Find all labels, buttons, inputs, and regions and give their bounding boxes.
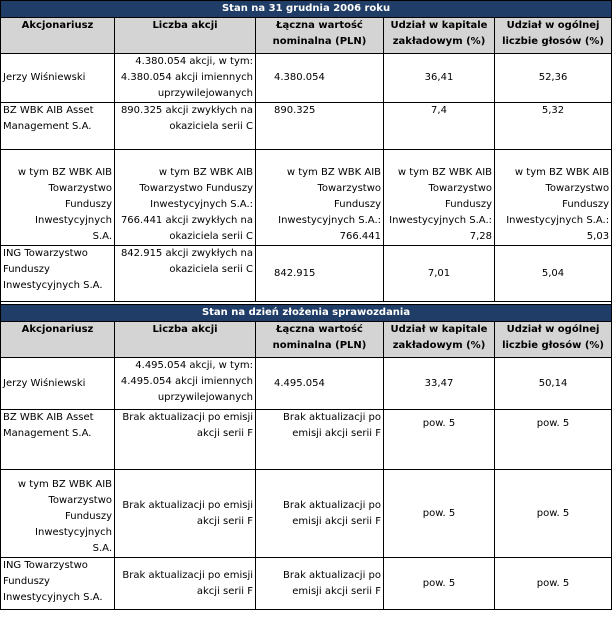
shares-cell: Brak aktualizacji po emisji akcji serii F <box>115 410 256 470</box>
capital-cell: pow. 5 <box>384 410 495 470</box>
shares-cell: 4.380.054 akcji, w tym: 4.380.054 akcji imiennych uprzywilejowanych <box>115 54 256 103</box>
nominal-cell: 4.495.054 <box>256 358 384 410</box>
section-1-title: Stan na 31 grudnia 2006 roku <box>1 1 612 18</box>
table-row <box>1 358 612 410</box>
col-header-shares: Liczba akcji <box>115 18 256 54</box>
col-header-nominal: Łączna wartość nominalna (PLN) <box>256 18 384 54</box>
capital-cell: 36,41 <box>384 54 495 103</box>
col-header-holder: Akcjonariusz <box>1 322 115 358</box>
holder-cell: BZ WBK AIB Asset Management S.A. <box>1 410 115 470</box>
shares-cell: Brak aktualizacji po emisji akcji serii F <box>115 470 256 558</box>
shares-cell: 890.325 akcji zwykłych na okaziciela serii C <box>115 103 256 150</box>
table-row <box>1 54 612 103</box>
nominal-cell: w tym BZ WBK AIB Towarzystwo Funduszy Inwestycyjnych S.A.: 766.441 <box>256 150 384 246</box>
shares-cell: w tym BZ WBK AIB Towarzystwo Funduszy Inwestycyjnych S.A.: 766.441 akcji zwykłych na okaziciela serii C <box>115 150 256 246</box>
votes-cell: w tym BZ WBK AIB Towarzystwo Funduszy Inwestycyjnych S.A.: 5,03 <box>495 150 612 246</box>
votes-cell: pow. 5 <box>495 558 612 610</box>
capital-cell: w tym BZ WBK AIB Towarzystwo Funduszy Inwestycyjnych S.A.: 7,28 <box>384 150 495 246</box>
table-row <box>1 246 612 302</box>
section-1-header-row <box>1 18 612 54</box>
nominal-cell: 890.325 <box>256 103 384 150</box>
col-header-shares: Liczba akcji <box>115 322 256 358</box>
shares-cell: 842.915 akcji zwykłych na okaziciela serii C <box>115 246 256 302</box>
capital-cell: 7,01 <box>384 246 495 302</box>
holder-cell: ING Towarzystwo Funduszy Inwestycyjnych S.A. <box>1 558 115 610</box>
table-row <box>1 103 612 150</box>
col-header-votes: Udział w ogólnej liczbie głosów (%) <box>495 18 612 54</box>
col-header-capital: Udział w kapitale zakładowym (%) <box>384 322 495 358</box>
table-row <box>1 410 612 470</box>
capital-cell: pow. 5 <box>384 470 495 558</box>
nominal-cell: 842.915 <box>256 246 384 302</box>
col-header-nominal: Łączna wartość nominalna (PLN) <box>256 322 384 358</box>
capital-cell: pow. 5 <box>384 558 495 610</box>
votes-cell: 52,36 <box>495 54 612 103</box>
votes-cell: 5,32 <box>495 103 612 150</box>
shares-cell: Brak aktualizacji po emisji akcji serii F <box>115 558 256 610</box>
section-1-banner <box>1 1 612 18</box>
capital-cell: 7,4 <box>384 103 495 150</box>
table-row <box>1 558 612 610</box>
holder-cell: Jerzy Wiśniewski <box>1 358 115 410</box>
nominal-cell: Brak aktualizacji po emisji akcji serii F <box>256 410 384 470</box>
table-row <box>1 150 612 246</box>
col-header-votes: Udział w ogólnej liczbie głosów (%) <box>495 322 612 358</box>
col-header-holder: Akcjonariusz <box>1 18 115 54</box>
holder-cell: Jerzy Wiśniewski <box>1 54 115 103</box>
votes-cell: 5,04 <box>495 246 612 302</box>
nominal-cell: 4.380.054 <box>256 54 384 103</box>
section-2-header-row <box>1 322 612 358</box>
holder-cell: BZ WBK AIB Asset Management S.A. <box>1 103 115 150</box>
nominal-cell: Brak aktualizacji po emisji akcji serii F <box>256 470 384 558</box>
holder-cell: ING Towarzystwo Funduszy Inwestycyjnych S.A. <box>1 246 115 302</box>
votes-cell: 50,14 <box>495 358 612 410</box>
capital-cell: 33,47 <box>384 358 495 410</box>
col-header-capital: Udział w kapitale zakładowym (%) <box>384 18 495 54</box>
holder-cell: w tym BZ WBK AIB Towarzystwo Funduszy Inwestycyjnych S.A. <box>1 470 115 558</box>
section-2-banner <box>1 305 612 322</box>
votes-cell: pow. 5 <box>495 470 612 558</box>
holder-cell: w tym BZ WBK AIB Towarzystwo Funduszy Inwestycyjnych S.A. <box>1 150 115 246</box>
section-2-title: Stan na dzień złożenia sprawozdania <box>1 305 612 322</box>
shares-cell: 4.495.054 akcji, w tym: 4.495.054 akcji imiennych uprzywilejowanych <box>115 358 256 410</box>
votes-cell: pow. 5 <box>495 410 612 470</box>
table-row <box>1 470 612 558</box>
nominal-cell: Brak aktualizacji po emisji akcji serii F <box>256 558 384 610</box>
